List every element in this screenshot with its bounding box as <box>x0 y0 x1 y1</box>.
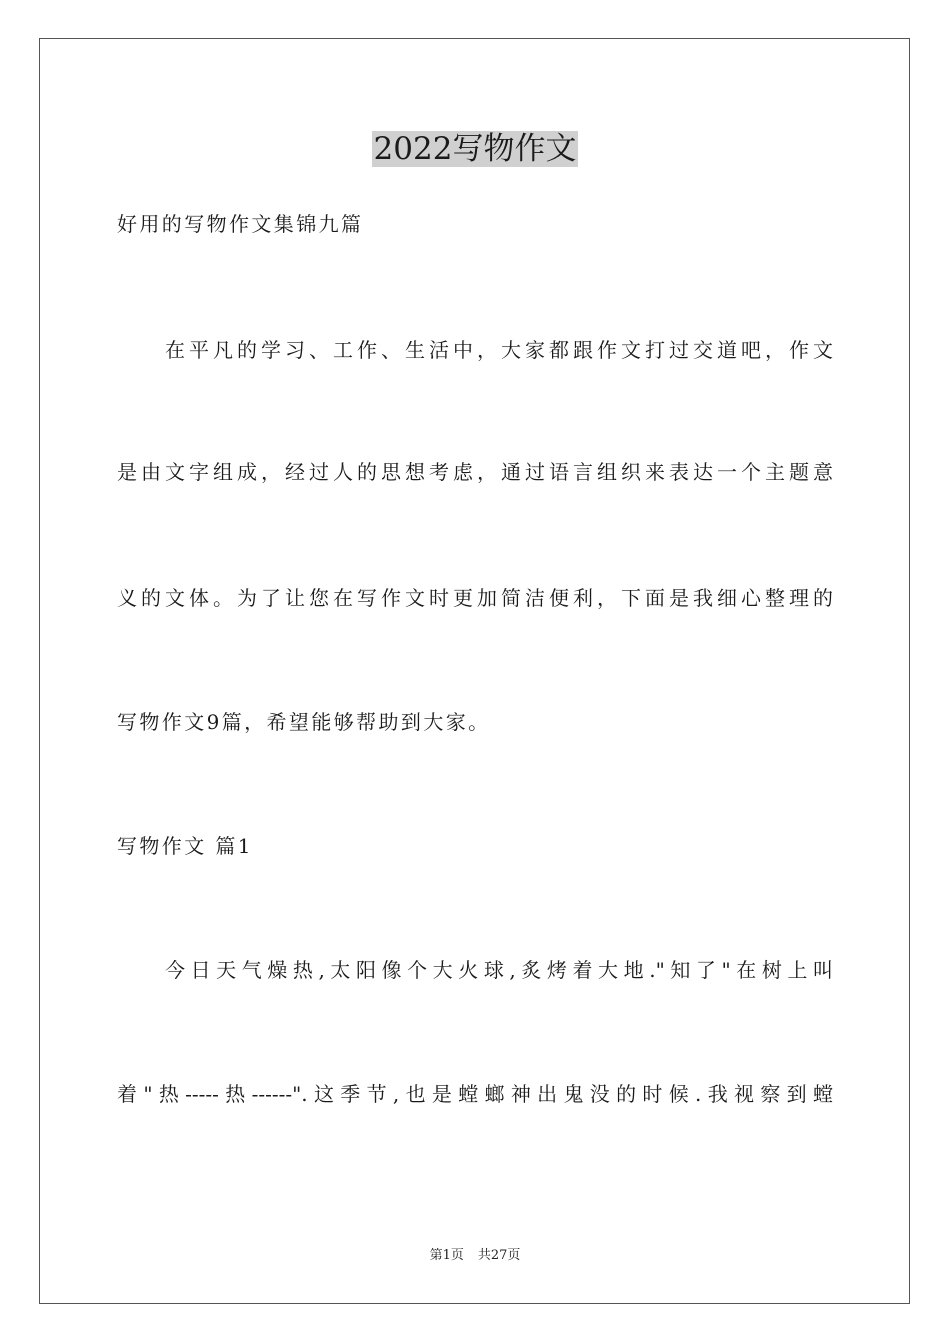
intro-line-4: 写物作文9篇，希望能够帮助到大家。 <box>117 710 491 734</box>
page-footer <box>0 1247 950 1265</box>
intro-line-3: 义的文体。为了让您在写作文时更加简洁便利，下面是我细心整理的 <box>117 586 833 610</box>
document-subtitle: 好用的写物作文集锦九篇 <box>117 212 364 236</box>
section-line-1: 今日天气燥热,太阳像个大火球,炙烤着大地."知了"在树上叫 <box>165 958 833 982</box>
section-heading: 写物作文 篇1 <box>117 834 253 858</box>
page-number: 第1页 <box>429 1248 464 1263</box>
section-line-2: 着"热-----热------".这季节,也是螳螂神出鬼没的时候.我视察到螳 <box>117 1082 833 1106</box>
intro-line-2: 是由文字组成，经过人的思想考虑，通过语言组织来表达一个主题意 <box>117 460 833 484</box>
intro-line-1: 在平凡的学习、工作、生活中，大家都跟作文打过交道吧，作文 <box>165 338 833 362</box>
document-title <box>0 128 950 170</box>
page-total: 共27页 <box>477 1248 521 1263</box>
document-title-text: 2022写物作文 <box>373 131 577 167</box>
